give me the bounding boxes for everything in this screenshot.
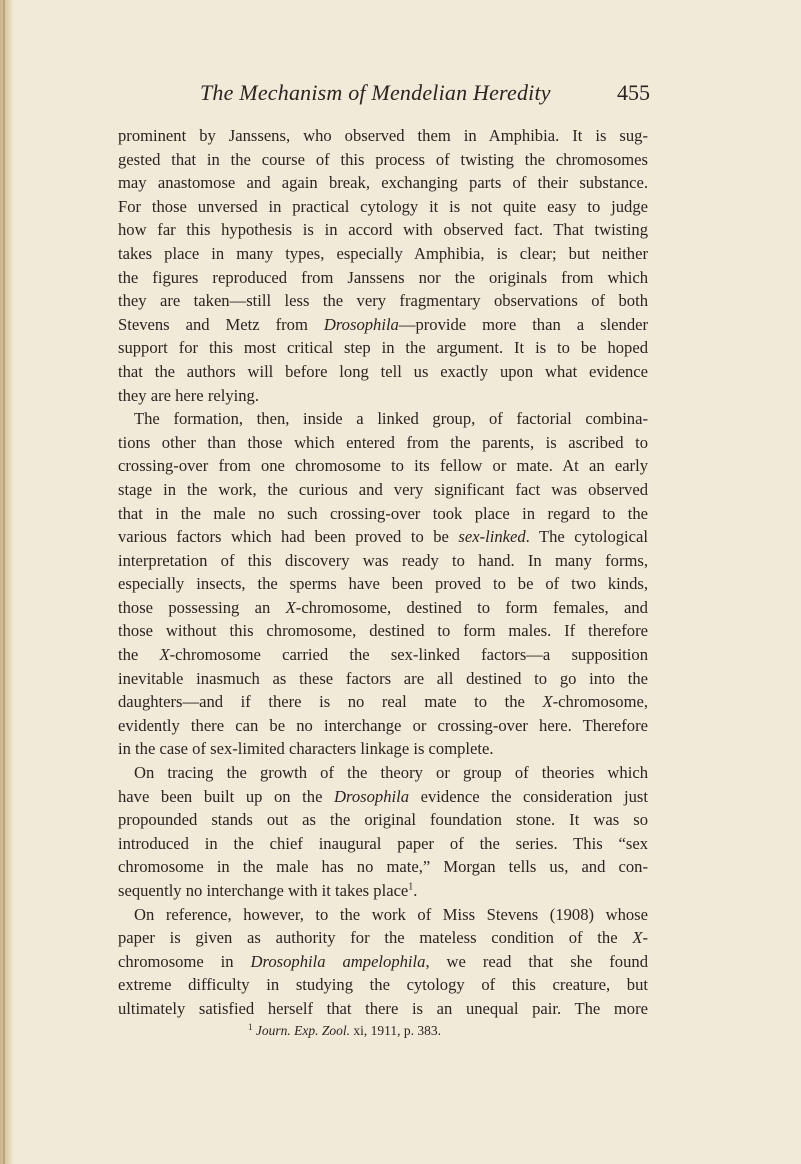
text-line: prominent by Janssens, who observed them in Amphibia. It is sug- <box>118 126 648 145</box>
footnote <box>248 1023 441 1039</box>
text-line: stage in the work, the curious and very significant fact was observed <box>118 479 648 499</box>
text-line: daughters—and if there is no real mate to the X-chromosome, <box>118 692 648 712</box>
text-line: chromosome in Drosophila ampelophila, we read that she found <box>118 951 648 971</box>
text-line: interpretation of this discovery was ready to hand. In many forms, <box>118 550 648 570</box>
text-line: how far this hypothesis is in accord with observed fact. That twisting <box>118 220 648 240</box>
text-line: various factors which had been proved to be sex-linked. The cytological <box>118 527 649 547</box>
text-line: introduced in the chief inaugural paper of the series. This “sex <box>118 833 648 853</box>
text-line: crossing-over from one chromosome to its fellow or mate. At an early <box>118 456 648 476</box>
text-line: evidently there can be no interchange or crossing-over here. Therefore <box>118 715 648 735</box>
text-line: especially insects, the sperms have been proved to be of two kinds, <box>118 574 648 594</box>
text-line: they are here relying. <box>118 385 259 405</box>
text-line: sequently no interchange with it takes place$^1$. <box>118 881 418 900</box>
text-line: chromosome in the male has no mate,” Morgan tells us, and con- <box>118 857 648 877</box>
text-line: On tracing the growth of the theory or group of theories which <box>134 763 648 783</box>
text-line: Stevens and Metz from Drosophila—provide more than a slender <box>118 314 649 334</box>
text-line: gested that in the course of this process of twisting the chromosomes <box>118 149 648 169</box>
footnote-details: xi, 1911, p. 383. <box>350 1023 441 1038</box>
text-line: that in the male no such crossing-over took place in regard to the <box>118 503 648 523</box>
text-line: the figures reproduced from Janssens nor the originals from which <box>118 267 648 287</box>
text-line: takes place in many types, especially Amphibia, is clear; but neither <box>118 243 648 263</box>
footnote-source: Journ. Exp. Zool. <box>255 1023 350 1038</box>
page-header <box>200 80 650 116</box>
body-text <box>118 124 648 1021</box>
text-line: propounded stands out as the original foundation stone. It was so <box>118 810 648 830</box>
text-line: the X-chromosome carried the sex-linked factors—a supposition <box>118 645 648 665</box>
text-line: those without this chromosome, destined to form males. If therefore <box>118 621 648 641</box>
page-number: 455 <box>617 80 650 105</box>
text-line: have been built up on the Drosophila evidence the consideration just <box>118 786 648 806</box>
text-line: ultimately satisfied herself that there is an unequal pair. The more <box>118 998 648 1018</box>
text-line: those possessing an X-chromosome, destined to form females, and <box>118 597 648 617</box>
footnote-marker: 1 <box>248 1022 253 1032</box>
text-line: On reference, however, to the work of Miss Stevens (1908) whose <box>134 904 648 924</box>
running-title: The Mechanism of Mendelian Heredity <box>200 80 551 105</box>
text-line: For those unversed in practical cytology it is not quite easy to judge <box>118 196 648 216</box>
text-line: that the authors will before long tell us exactly upon what evidence <box>118 361 648 381</box>
text-line: may anastomose and again break, exchanging parts of their substance. <box>118 173 648 193</box>
text-line: inevitable inasmuch as these factors are all destined to go into the <box>118 668 648 688</box>
text-line: in the case of sex-limited characters linkage is complete. <box>118 739 494 759</box>
book-binding-edge <box>3 0 5 1164</box>
text-line: The formation, then, inside a linked group, of factorial combina- <box>134 409 648 429</box>
text-line: tions other than those which entered from the parents, is ascribed to <box>118 432 648 452</box>
text-line: they are taken—still less the very fragmentary observations of both <box>118 291 648 311</box>
text-line: paper is given as authority for the mateless condition of the X- <box>118 928 648 948</box>
text-line: support for this most critical step in the argument. It is to be hoped <box>118 338 648 358</box>
text-line: extreme difficulty in studying the cytology of this creature, but <box>118 975 648 995</box>
